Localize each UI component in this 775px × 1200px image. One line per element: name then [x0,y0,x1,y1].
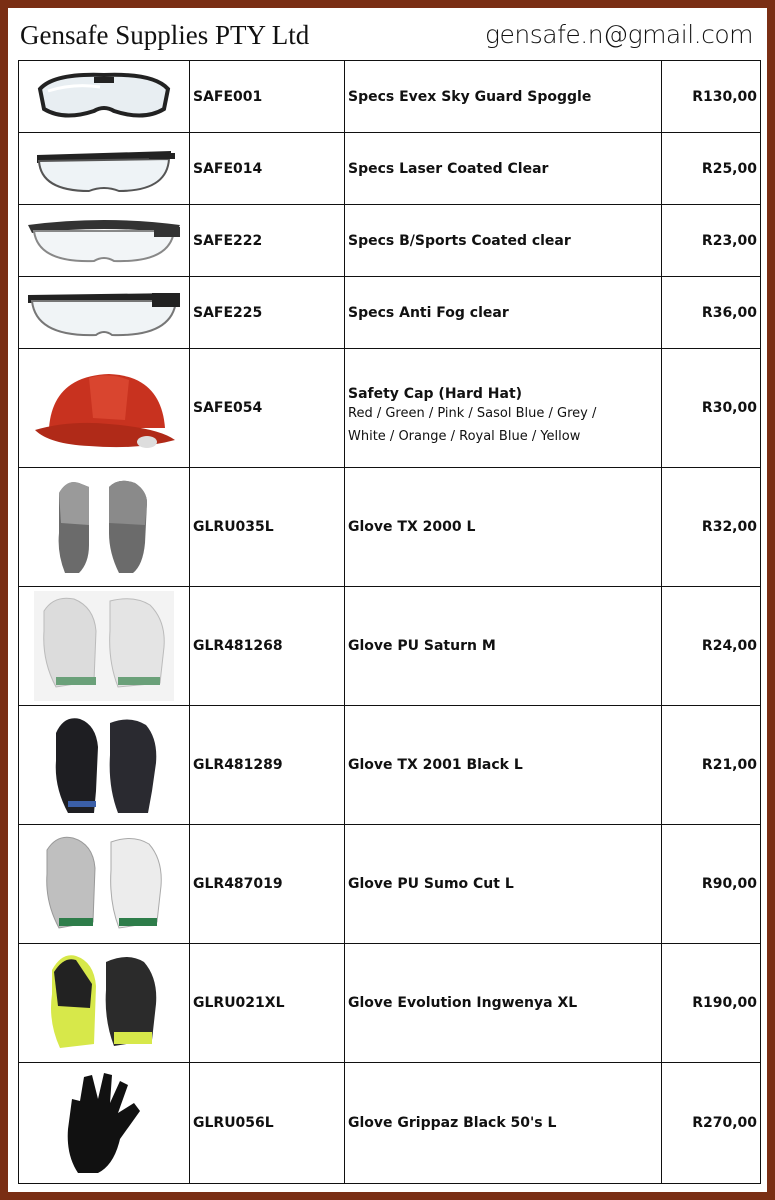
safety-glasses-icon [29,139,179,199]
product-name: Specs Evex Sky Guard Spoggle [345,61,662,133]
product-code: SAFE014 [190,133,345,205]
product-image [19,825,190,944]
product-price: R23,00 [662,205,761,277]
glove-icon [44,711,164,819]
product-color-options: White / Orange / Royal Blue / Yellow [348,429,581,444]
product-name: Glove TX 2001 Black L [345,706,662,825]
product-code: SAFE001 [190,61,345,133]
product-name: Safety Cap (Hard Hat) [348,386,523,402]
product-price: R36,00 [662,277,761,349]
table-row [19,825,761,944]
glove-icon [44,948,164,1058]
product-price: R30,00 [662,349,761,468]
product-image [19,349,190,468]
company-name: Gensafe Supplies PTY Ltd [20,20,310,50]
product-price: R90,00 [662,825,761,944]
product-price: R25,00 [662,133,761,205]
safety-glasses-icon [24,211,184,271]
hard-hat-icon [29,358,179,458]
product-image [19,277,190,349]
product-name: Specs Anti Fog clear [345,277,662,349]
product-image [19,468,190,587]
product-image [19,205,190,277]
product-description [345,349,662,468]
product-name: Glove Grippaz Black 50's L [345,1063,662,1184]
table-row [19,468,761,587]
product-price: R130,00 [662,61,761,133]
email-address: gensafe.n@gmail.com [485,20,753,49]
table-row [19,205,761,277]
glove-icon [39,830,169,938]
product-image [19,1063,190,1184]
glove-icon [49,473,159,581]
table-row [19,61,761,133]
table-row [19,706,761,825]
product-price: R190,00 [662,944,761,1063]
product-price: R32,00 [662,468,761,587]
product-color-options: Red / Green / Pink / Sasol Blue / Grey / [348,406,597,421]
product-name: Specs B/Sports Coated clear [345,205,662,277]
product-name: Glove TX 2000 L [345,468,662,587]
product-code: GLR481289 [190,706,345,825]
product-price: R21,00 [662,706,761,825]
product-code: GLR487019 [190,825,345,944]
glove-icon [54,1069,154,1177]
product-price: R24,00 [662,587,761,706]
goggles-icon [34,67,174,127]
safety-glasses-icon [24,283,184,343]
table-row [19,133,761,205]
product-image [19,61,190,133]
product-code: GLRU021XL [190,944,345,1063]
product-code: SAFE054 [190,349,345,468]
product-price: R270,00 [662,1063,761,1184]
table-row [19,349,761,468]
glove-icon [34,591,174,701]
table-row [19,944,761,1063]
product-code: SAFE225 [190,277,345,349]
product-image [19,587,190,706]
product-code: GLRU035L [190,468,345,587]
product-image [19,706,190,825]
product-code: SAFE222 [190,205,345,277]
product-table [18,60,761,1184]
product-name: Glove PU Saturn M [345,587,662,706]
price-list-page [8,8,767,1192]
product-image [19,944,190,1063]
header [8,8,767,60]
product-name: Glove Evolution Ingwenya XL [345,944,662,1063]
product-name: Specs Laser Coated Clear [345,133,662,205]
product-image [19,133,190,205]
table-row [19,277,761,349]
table-row [19,1063,761,1184]
product-name: Glove PU Sumo Cut L [345,825,662,944]
table-row [19,587,761,706]
product-code: GLRU056L [190,1063,345,1184]
product-code: GLR481268 [190,587,345,706]
